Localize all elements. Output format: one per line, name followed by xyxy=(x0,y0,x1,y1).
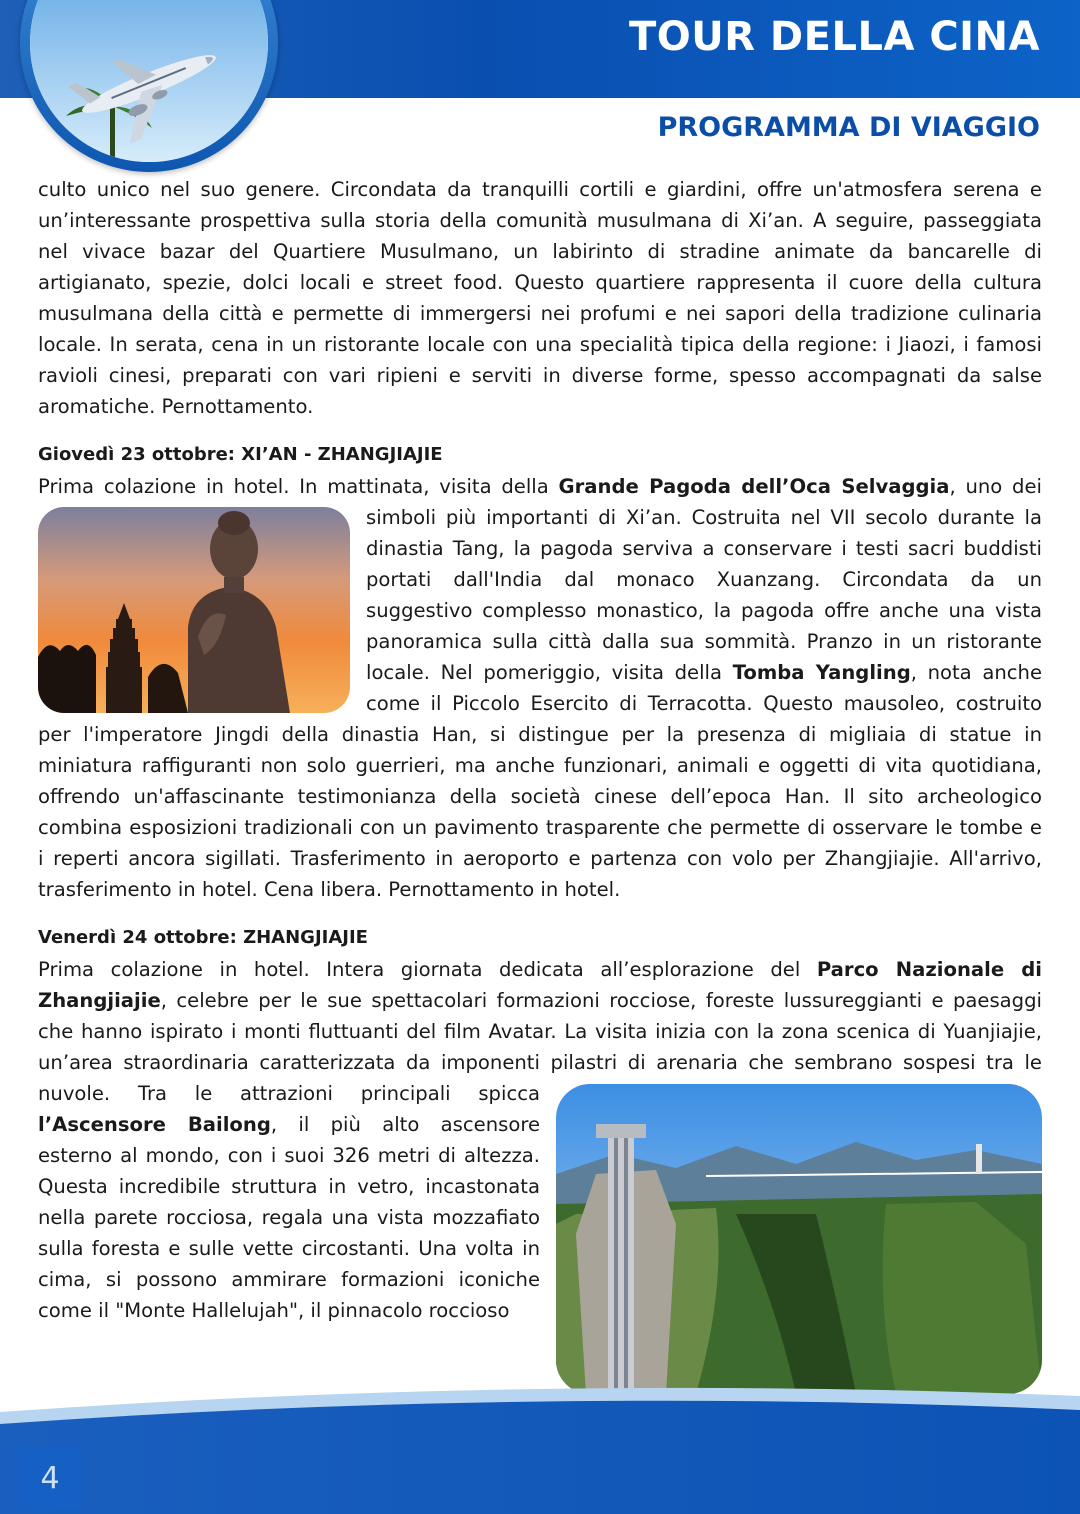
buddha-photo xyxy=(38,507,350,713)
page-subtitle: PROGRAMMA DI VIAGGIO xyxy=(657,112,1040,143)
main-content xyxy=(38,174,1042,1398)
airplane-logo xyxy=(20,0,278,172)
day-heading-friday: Venerdì 24 ottobre: ZHANGJIAJIE xyxy=(38,927,368,948)
day2-highlight-elevator: l’Ascensore Bailong xyxy=(38,1113,271,1136)
day1-highlight-pagoda: Grande Pagoda dell’Oca Selvaggia xyxy=(558,475,950,498)
day1-highlight-tomba: Tomba Yangling xyxy=(732,661,911,684)
page-number: 4 xyxy=(18,1447,82,1509)
intro-paragraph: culto unico nel suo genere. Circondata da tranquilli cortili e giardini, offre un'atmosfera serena e un’interessante prospettiva sulla storia della comunità musulmana di Xi’an. A seguire, passeggiata nel vivace bazar del Quartiere Musulmano, un labirinto di stradine animate da bancarelle di artigianato, spezie, dolci locali e street food. Questo quartiere rappresenta il cuore della cultura musulmana della città e permette di immergersi nei profumi e nei sapori della tradizione culinaria locale. In serata, cena in un ristorante locale con una specialità tipica della regione: i Jiaozi, i famosi ravioli cinesi, preparati con vari ripieni e serviti in diverse forme, spesso accompagnati da salse aromatiche. Pernottamento. xyxy=(38,178,1042,418)
day2-paragraph xyxy=(38,954,1042,1326)
day2-text-1: Prima colazione in hotel. Intera giornata dedicata all’esplorazione del xyxy=(38,958,817,981)
day2-text-2: , celebre per le sue spettacolari formazioni rocciose, foreste lussureggianti e paesaggi che hanno ispirato i monti fluttuanti del film Avatar. La visita inizia con la zona scenica di Yuanjiajie, un’area straordinaria caratterizzata da imponenti pilastri di arenaria che sembrano sospesi tra le nuvole. Tra le attrazioni principali spicca xyxy=(38,989,1042,1105)
zhangjiajie-photo xyxy=(556,1084,1042,1394)
footer-wave xyxy=(0,1380,1080,1514)
day1-text-1: Prima colazione in hotel. In mattinata, visita della xyxy=(38,475,559,498)
day2-text-3: , il più alto ascensore esterno al mondo, con i suoi 326 metri di altezza. Questa incredibile struttura in vetro, incastonata nella parete rocciosa, regala una vista mozzafiato sulla foresta e sulle vette circostanti. Una volta in cima, si possono ammirare formazioni iconiche come il "Monte Hallelujah", il pinnacolo roccioso xyxy=(38,1113,540,1322)
day2-highlight-park: Parco Nazionale di Zhangjiajie xyxy=(38,958,1042,1012)
day1-text-3: , nota anche come il Piccolo Esercito di Terracotta. Questo mausoleo, costruito per l'imperatore Jingdi della dinastia Han, si distingue per la presenza di migliaia di statue in miniatura raffiguranti non solo guerrieri, ma anche funzionari, animali e oggetti di vita quotidiana, offrendo un'affascinante testimonianza della società cinese dell’epoca Han. Il sito archeologico combina esposizioni tradizionali con un pavimento trasparente che permette di osservare le tombe e i reperti ancora sigillati. Trasferimento in aeroporto e partenza con volo per Zhangjiajie. All'arrivo, trasferimento in hotel. Cena libera. Pernottamento in hotel. xyxy=(38,661,1042,901)
page-title: TOUR DELLA CINA xyxy=(628,14,1040,60)
day1-paragraph xyxy=(38,471,1042,905)
day1-text-2: , uno dei simboli più importanti di Xi’an. Costruita nel VII secolo durante la dinastia Tang, la pagoda serviva a conservare i testi sacri buddisti portati dall'India dal monaco Xuanzang. Circondata da un suggestivo complesso monastico, la pagoda offre anche una vista panoramica sulla città dalla sua sommità. Pranzo in un ristorante locale. Nel pomeriggio, visita della xyxy=(366,475,1042,684)
airplane-logo-image xyxy=(30,0,268,162)
day-heading-thursday: Giovedì 23 ottobre: XI’AN - ZHANGJIAJIE xyxy=(38,444,443,465)
